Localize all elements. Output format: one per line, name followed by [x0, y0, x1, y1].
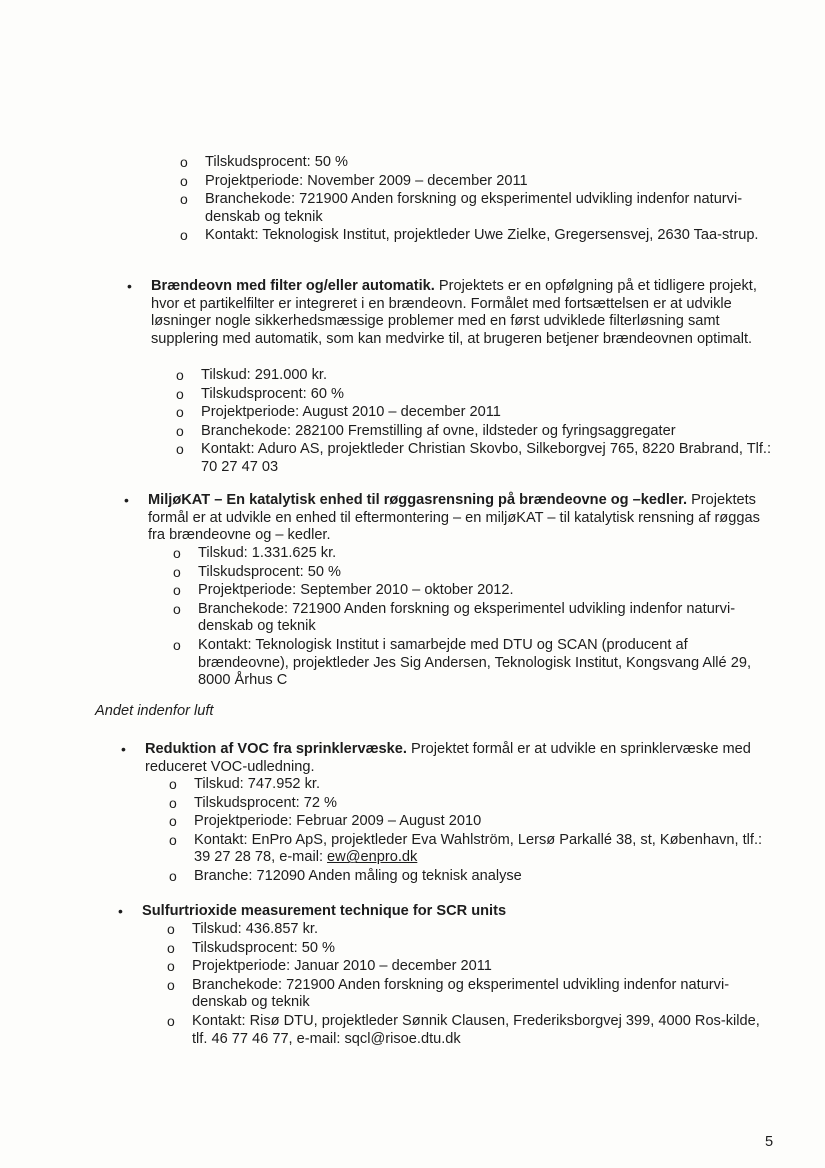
circle-bullet-icon: o: [180, 154, 188, 170]
list-item: o Projektperiode: August 2010 – december 2011: [176, 404, 501, 421]
bullet-icon: •: [121, 741, 126, 757]
section-heading: Andet indenfor luft: [95, 703, 214, 719]
list-item: o Projektperiode: November 2009 – december 2011: [180, 172, 528, 189]
list-item: o Tilskudsprocent: 50 %: [167, 939, 336, 956]
list-item: o Tilskud: 747.952 kr.: [169, 776, 321, 792]
list-item: o Branchekode: 721900 Anden forskning og eksperimentel udvikling indenfor naturvi-denskab og teknik: [180, 191, 743, 225]
circle-bullet-icon: o: [167, 939, 175, 956]
list-item: o Tilskud: 1.331.625 kr.: [173, 545, 337, 561]
project-title: Reduktion af VOC fra sprinklervæske.: [145, 741, 407, 757]
bullet-icon: •: [127, 278, 132, 294]
project-brændeovn-details: [176, 367, 776, 477]
circle-bullet-icon: o: [169, 776, 177, 792]
circle-bullet-icon: o: [169, 813, 177, 830]
list-item: o Branche: 712090 Anden måling og teknisk analyse: [169, 867, 522, 884]
circle-bullet-icon: o: [173, 600, 181, 617]
circle-bullet-icon: o: [173, 545, 181, 561]
project-voc: [121, 741, 765, 776]
list-item: o Branchekode: 282100 Fremstilling af ovne, ildsteder og fyringsaggregater: [176, 422, 676, 439]
list-item: o Tilskudsprocent: 50 %: [180, 154, 349, 170]
circle-bullet-icon: o: [169, 794, 177, 811]
list-item: o Branchekode: 721900 Anden forskning og eksperimentel udvikling indenfor naturvi-denskab og teknik: [173, 600, 736, 635]
project-brændeovn: [127, 278, 771, 348]
list-item: o Projektperiode: September 2010 – oktober 2012.: [173, 582, 514, 599]
project-description: Projektet formål er at udvikle en sprinklervæske med reduceret VOC-udledning.: [145, 741, 751, 775]
project-description: Projektets formål er at udvikle en enhed til eftermontering – en miljøKAT – til katalytisk rensning af røggas fra brændeovne og – kedler.: [148, 492, 760, 544]
circle-bullet-icon: o: [167, 976, 175, 993]
email-link[interactable]: ew@enpro.dk: [327, 849, 418, 866]
list-item: o Tilskudsprocent: 50 %: [173, 563, 342, 580]
project-description: Projektets er en opfølgning på et tidligere projekt, hvor et partikelfilter er integreret i en brændeovn. Formålet med fortsættelsen er at udvikle løsninger nogle sikkerhedsmæssige problemer med en først udviklede filterløsning samt supplering med automatik, som kan medvirke til, at brugeren betjener brændeovnen optimalt.: [151, 278, 757, 347]
list-item: o Projektperiode: Januar 2010 – december 2011: [167, 958, 492, 975]
project-miljokat: [124, 492, 773, 545]
list-item: o Tilskudsprocent: 60 %: [176, 385, 345, 402]
project-title: Brændeovn med filter og/eller automatik.: [151, 278, 435, 294]
circle-bullet-icon: o: [176, 404, 184, 421]
circle-bullet-icon: o: [167, 958, 175, 975]
circle-bullet-icon: o: [173, 636, 181, 653]
circle-bullet-icon: o: [180, 227, 188, 244]
project-sulfurtrioxide: [118, 903, 762, 921]
circle-bullet-icon: o: [169, 867, 177, 884]
circle-bullet-icon: o: [180, 172, 188, 189]
circle-bullet-icon: o: [176, 441, 184, 458]
top-sublist: [180, 154, 760, 245]
list-item: o Kontakt: EnPro ApS, projektleder Eva Wahlström, Lersø Parkallé 38, st, København, tlf.: 39 27 28 78, e-mail: ew@enpro.dk: [169, 831, 763, 866]
list-item: o Tilskud: 291.000 kr.: [176, 367, 328, 383]
list-item: o Projektperiode: Februar 2009 – August 2010: [169, 813, 482, 830]
bullet-icon: •: [118, 903, 123, 919]
list-item: o Kontakt: Teknologisk Institut, projektleder Uwe Zielke, Gregersensvej, 2630 Taa-strup.: [180, 227, 759, 244]
list-item: o Kontakt: Teknologisk Institut i samarbejde med DTU og SCAN (producent af brændeovne), projektleder Jes Sig Andersen, Teknologisk Institut, Kongsvang Allé 29, 8000 Århus C: [173, 636, 752, 689]
list-item: o Branchekode: 721900 Anden forskning og eksperimentel udvikling indenfor naturvi-denskab og teknik: [167, 976, 730, 1011]
page-number: 5: [765, 1134, 774, 1150]
circle-bullet-icon: o: [180, 191, 188, 208]
list-item: o Tilskudsprocent: 72 %: [169, 794, 338, 811]
project-sulfurtrioxide-details: [167, 921, 767, 1048]
circle-bullet-icon: o: [173, 563, 181, 580]
circle-bullet-icon: o: [167, 1012, 175, 1029]
list-item: o Kontakt: Risø DTU, projektleder Sønnik Clausen, Frederiksborgvej 399, 4000 Ros-kilde, tlf. 46 77 46 77, e-mail: sqcl@risoe.dtu.dk: [167, 1012, 760, 1047]
list-item: o Tilskud: 436.857 kr.: [167, 921, 319, 937]
circle-bullet-icon: o: [176, 367, 184, 383]
circle-bullet-icon: o: [167, 921, 175, 937]
bullet-icon: •: [124, 492, 129, 508]
project-title: Sulfurtrioxide measurement technique for SCR units: [142, 903, 507, 919]
circle-bullet-icon: o: [176, 422, 184, 439]
project-voc-details: [169, 776, 779, 886]
project-miljokat-details: [173, 545, 773, 690]
list-item: o Kontakt: Aduro AS, projektleder Christian Skovbo, Silkeborgvej 765, 8220 Brabrand, Tlf.: 70 27 47 03: [176, 441, 772, 475]
circle-bullet-icon: o: [173, 582, 181, 599]
project-title: MiljøKAT – En katalytisk enhed til røggasrensning på brændeovne og –kedler.: [148, 492, 688, 508]
circle-bullet-icon: o: [169, 831, 177, 848]
circle-bullet-icon: o: [176, 385, 184, 402]
